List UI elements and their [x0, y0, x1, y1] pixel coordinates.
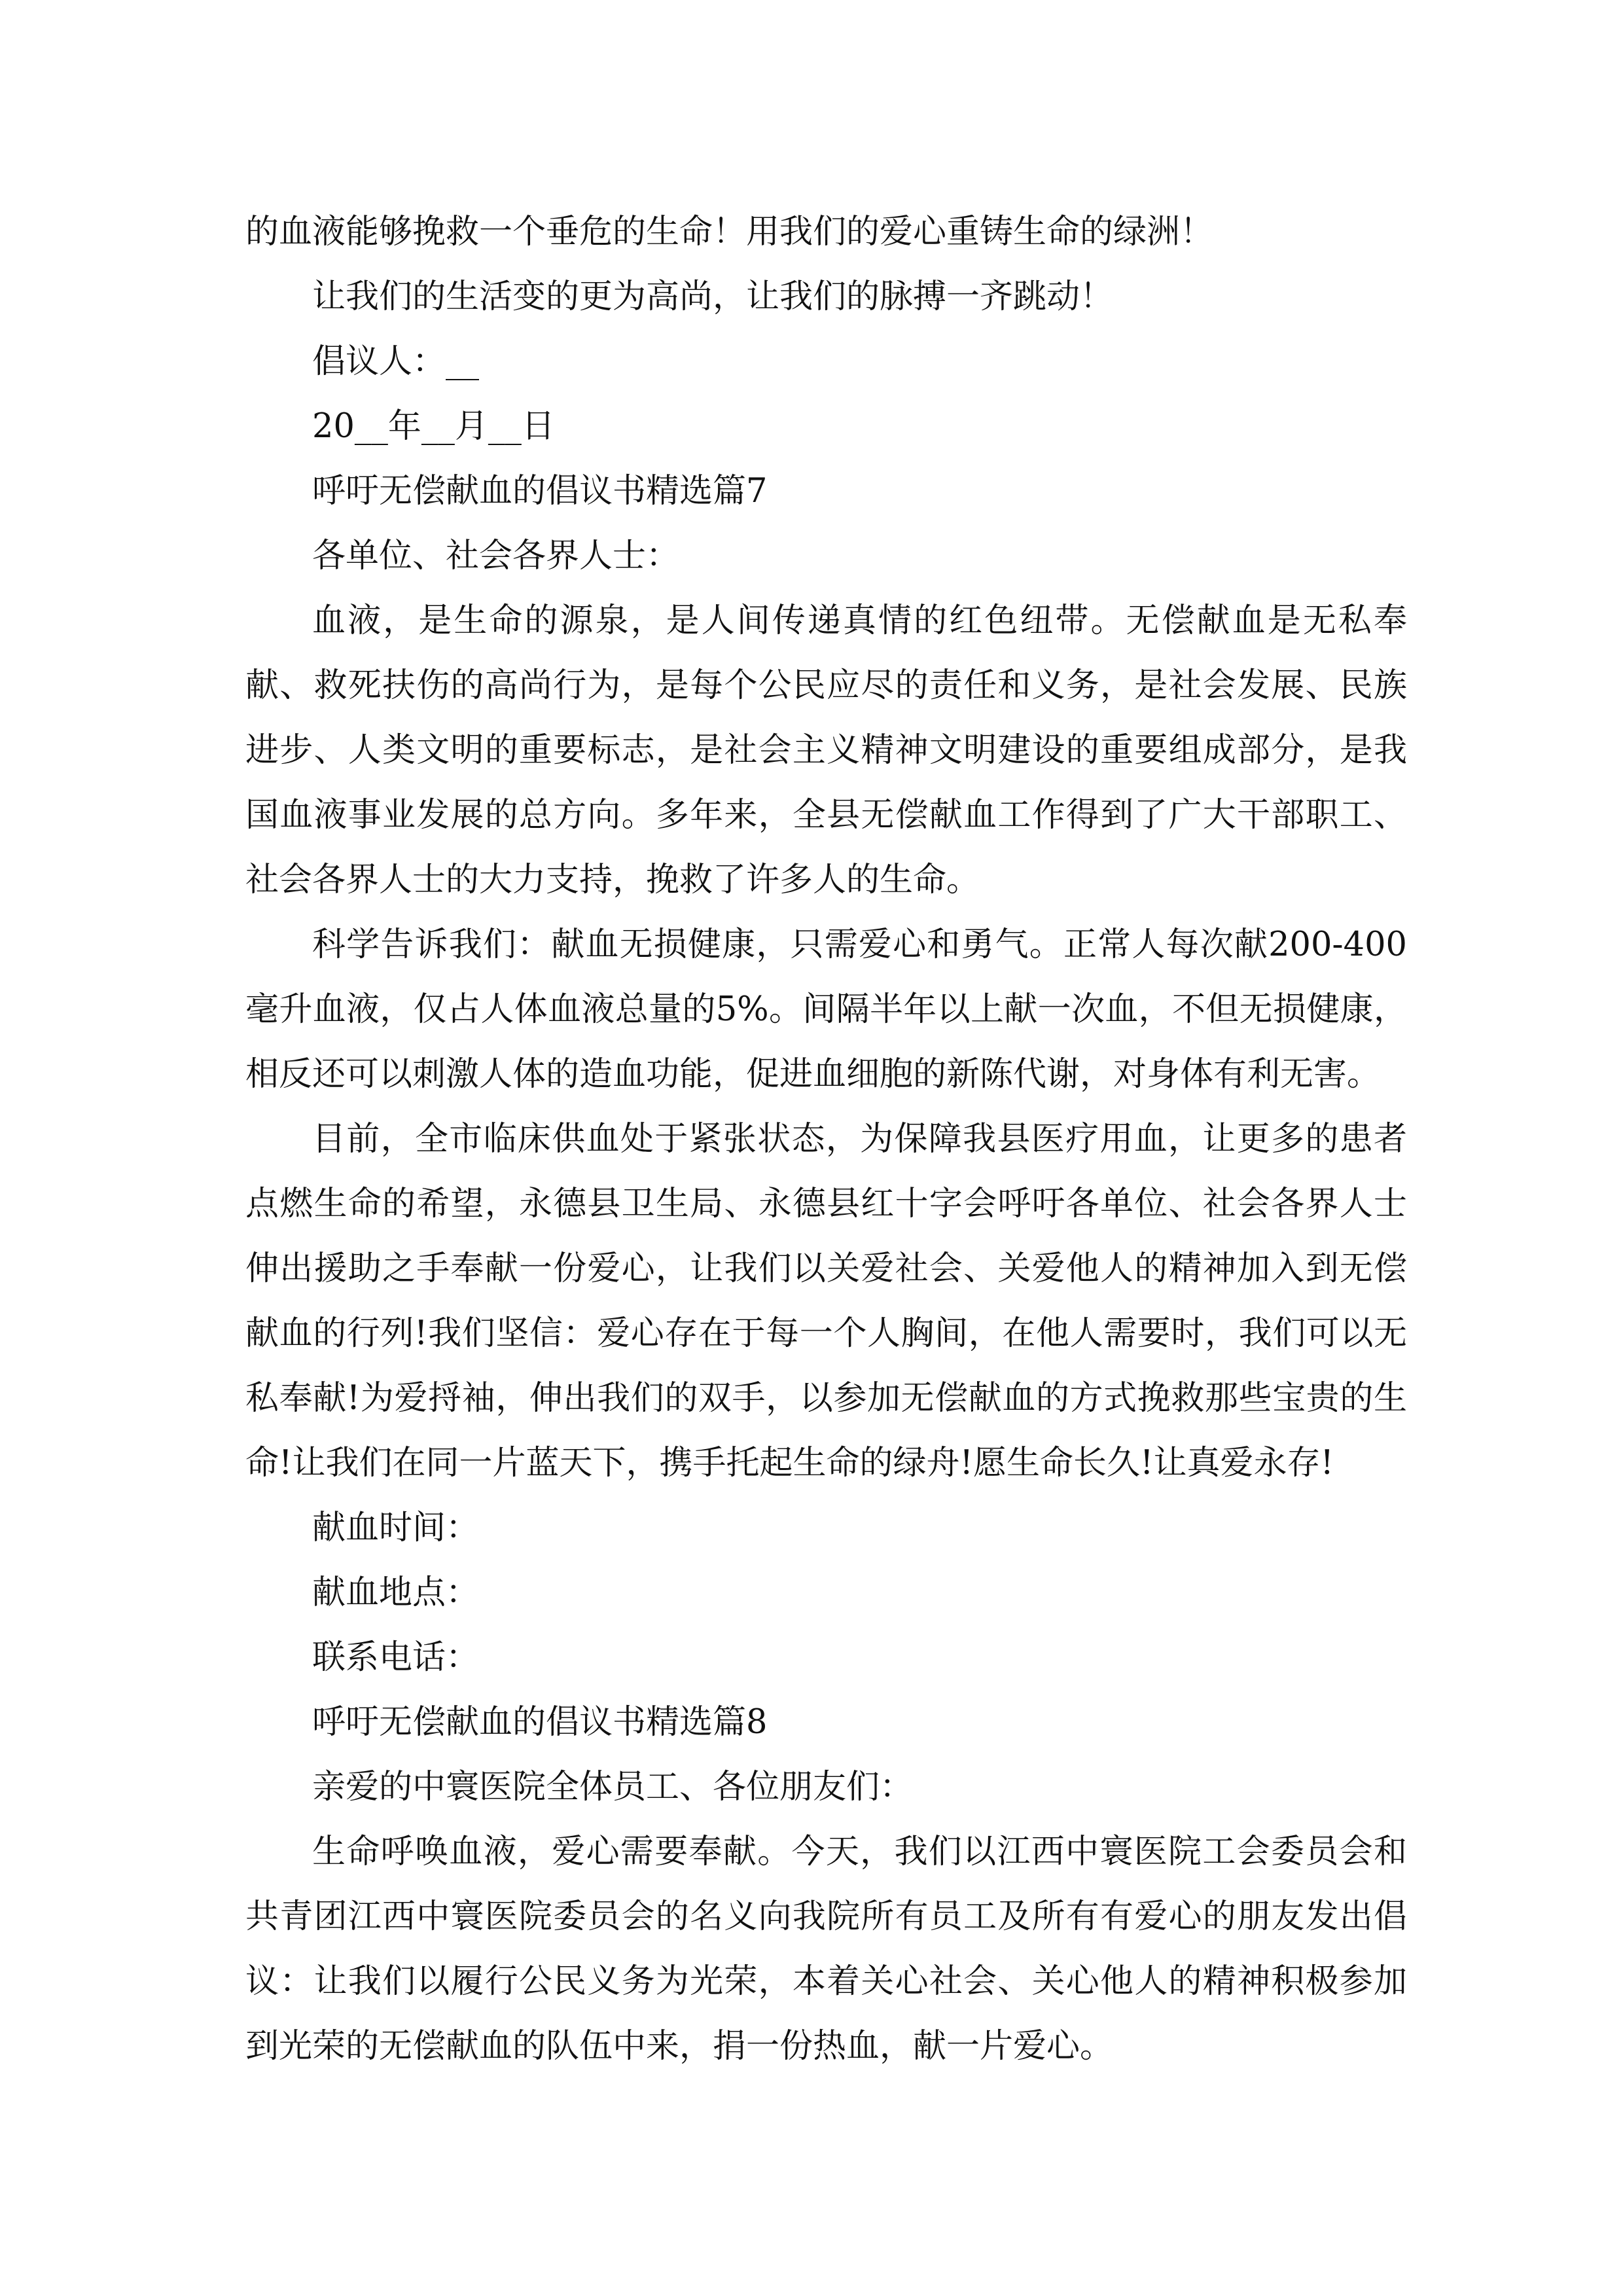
section-heading: 呼吁无偿献血的倡议书精选篇8 [312, 1703, 768, 1742]
field-donation-time: 献血时间： [312, 1509, 480, 1547]
paragraph: 目前，全市临床供血处于紧张状态，为保障我县医疗用血，让更多的患者点燃生命的希望，永德县卫生局、永德县红十字会呼吁各单位、社会各界人士伸出援助之手奉献一份爱心，让我们以关爱社会、关爱他人的精神加入到无偿献血的行列!我们坚信：爱心存在于每一个人胸间，在他人需要时，我们可以无私奉献!为爱捋袖，伸出我们的双手，以参加无偿献血的方式挽救那些宝贵的生命!让我们在同一片蓝天下，携手托起生命的绿舟!愿生命长久!让真爱永存! [245, 1120, 1407, 1482]
salutation: 亲爱的中寰医院全体员工、各位朋友们： [312, 1768, 914, 1806]
paragraph: 让我们的生活变的更为高尚，让我们的脉搏一齐跳动！ [312, 278, 1114, 316]
date-line: 20__年__月__日 [312, 407, 555, 446]
field-donation-location: 献血地点： [312, 1573, 480, 1612]
paragraph: 的血液能够挽救一个垂危的生命！用我们的爱心重铸生命的绿洲！ [245, 213, 1214, 251]
paragraph: 科学告诉我们：献血无损健康，只需爱心和勇气。正常人每次献200-400毫升血液，仅占人体血液总量的5%。间隔半年以上献一次血，不但无损健康，相反还可以刺激人体的造血功能，促进血细胞的新陈代谢，对身体有利无害。 [245, 925, 1407, 1094]
salutation: 各单位、社会各界人士： [312, 537, 680, 575]
paragraph: 血液，是生命的源泉，是人间传递真情的红色纽带。无偿献血是无私奉献、救死扶伤的高尚行为，是每个公民应尽的责任和义务，是社会发展、民族进步、人类文明的重要标志，是社会主义精神文明建设的重要组成部分，是我国血液事业发展的总方向。多年来，全县无偿献血工作得到了广大干部职工、社会各界人士的大力支持，挽救了许多人的生命。 [245, 601, 1407, 899]
paragraph: 生命呼唤血液，爱心需要奉献。今天，我们以江西中寰医院工会委员会和共青团江西中寰医院委员会的名义向我院所有员工及所有有爱心的朋友发出倡议：让我们以履行公民义务为光荣，本着关心社会、关心他人的精神积极参加到光荣的无偿献血的队伍中来，捐一份热血，献一片爱心。 [245, 1833, 1407, 2066]
field-contact-phone: 联系电话： [312, 1638, 480, 1677]
section-heading: 呼吁无偿献血的倡议书精选篇7 [312, 472, 768, 511]
signature-line: 倡议人：__ [312, 342, 480, 381]
